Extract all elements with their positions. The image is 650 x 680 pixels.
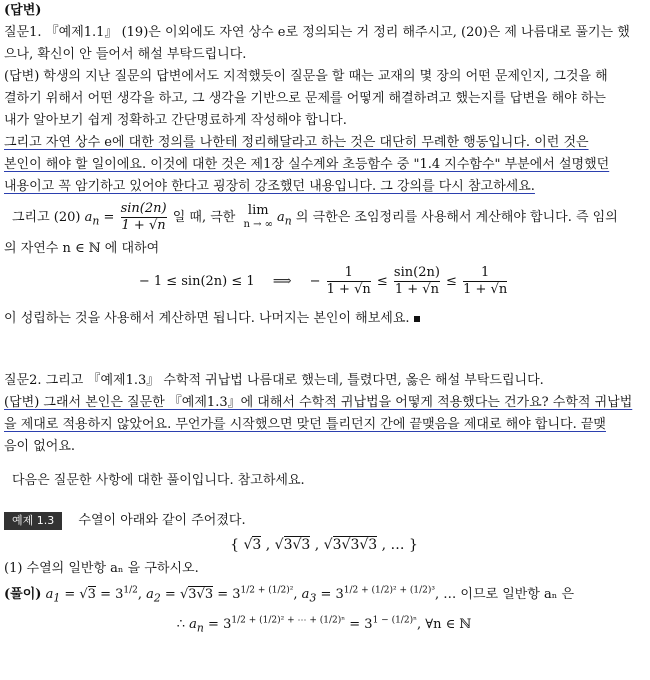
answer2-line2: 을 제대로 적용하지 않았어요. 무언가를 시작했으면 맞던 틀리던지 간에 끝맺음을 제대로 해야 합니다. 끝맺 [4, 417, 606, 432]
answer1-line3: 내가 알아보기 쉽게 정확하고 간단명료하게 작성해야 합니다. [4, 113, 347, 128]
squeeze-inequality: − 1 ≤ sin(2n) ≤ 1 ⟹ − $\frac{1}{1 + √n}$ ≤ $\frac{\sin(2n)}{1 + √n}$ ≤ $\frac{1}{1 + √n}$ [138, 265, 508, 297]
answer1-line6: 내용이고 꼭 암기하고 있어야 한다고 굉장히 강조했던 내용입니다. 그 강의를 다시 참고하세요. [4, 179, 535, 194]
answer1-line4: 그리고 자연 상수 e에 대한 정의를 나한테 정리해달라고 하는 것은 대단히 무례한 행동입니다. 이런 것은 [4, 135, 589, 150]
answer1-line2: 결하기 위해서 어떤 생각을 하고, 그 생각을 기반으로 문제를 어떻게 해결하려고 했는지를 답변을 해야 하는 [4, 91, 606, 106]
question2-line1: 질문2. 그리고 『예제1.3』 수학적 귀납법 나름대로 했는데, 틀렸다면, 옳은 해설 부탁드립니다. [4, 373, 544, 388]
answer2-line4: 다음은 질문한 사항에 대한 풀이입니다. 참고하세요. [12, 473, 305, 488]
answer1-line1: (답변) 학생의 지난 질문의 답변에서도 지적했듯이 질문을 할 때는 교재의 몇 장의 어떤 문제인지, 그것을 해 [4, 69, 608, 84]
example-badge: 예제 1.3 [4, 512, 62, 530]
answer1-line9-text: 이 성립하는 것을 사용해서 계산하면 됩니다. 나머지는 본인이 해보세요. [4, 311, 410, 326]
answer1-line7-text-c: 의 극한은 조임정리를 사용해서 계산해야 합니다. 즉 임의 [295, 210, 618, 225]
qed-square [414, 316, 420, 322]
answer1-line5: 본인이 해야 할 일이에요. 이것에 대한 것은 제1장 실수계와 초등함수 중 "1.4 지수함수" 부분에서 설명했던 [4, 157, 610, 172]
answer1-line7-text-b: 일 때, 극한 [172, 210, 236, 225]
solution-label: (풀이) [4, 587, 42, 602]
answer1-line7: 그리고 (20) $a_n$ = $\frac{\sin(2n)}{1 + √n}$ 일 때, 극한 lim n → ∞ $a_n$ 의 극한은 조임정리를 사용해서 계산해야 합니다. 즉 임의 [12, 201, 618, 233]
example-intro: 수열이 아래와 같이 주어졌다. [78, 513, 246, 528]
sequence-formula: $a_n$ = $\frac{\sin(2n)}{1 + √n}$ [84, 201, 167, 233]
solution-tail: … 이므로 일반항 aₙ 은 [443, 587, 575, 602]
answer2-line1: (답변) 그래서 본인은 질문한 『예제1.3』에 대해서 수학적 귀납법을 어떻게 적용했다는 건가요? 수학적 귀납법 [4, 395, 633, 410]
answer1-line9 [4, 308, 644, 330]
example-part1: (1) 수열의 일반항 aₙ 을 구하시오. [4, 561, 199, 576]
question1-line2: 으나, 확신이 안 들어서 해설 부탁드립니다. [4, 47, 247, 62]
example-header [4, 510, 644, 532]
limit-expression: lim n → ∞ [243, 202, 273, 230]
answer2-line3: 음이 없어요. [4, 439, 76, 454]
answer1-line7-text-a: 그리고 (20) [12, 210, 81, 225]
answer1-line8: 의 자연수 n ∈ ℕ 에 대하여 [4, 241, 160, 256]
conclusion-tail: , ∀n ∈ ℕ [416, 617, 472, 632]
conclusion-line: ∴ $a_n = 3^{1/2 + (1/2)^2 + \cdots + (1/2)^n} = 3^{1 - (1/2)^n}$, ∀n ∈ ℕ [176, 615, 472, 635]
sequence-set: { √3 , √3√3 , √3√3√3 , … } [230, 537, 418, 553]
solution-line: (풀이) $a_1 = √3 = 3^{1/2}$, $a_2 = √3√3 = 3^{1/2 + (1/2)^2}$, $a_3 = 3^{1/2 + (1/2)^2 + (1/2)^3}$, … 이므로 일반항 aₙ 은 [4, 585, 575, 605]
answer-document [4, 0, 644, 640]
question1-line1: 질문1. 『예제1.1』 (19)은 이외에도 자연 상수 e로 정의되는 거 정리 해주시고, (20)은 제 나름대로 풀기는 했 [4, 25, 630, 40]
header-label: (답변) [4, 3, 42, 18]
